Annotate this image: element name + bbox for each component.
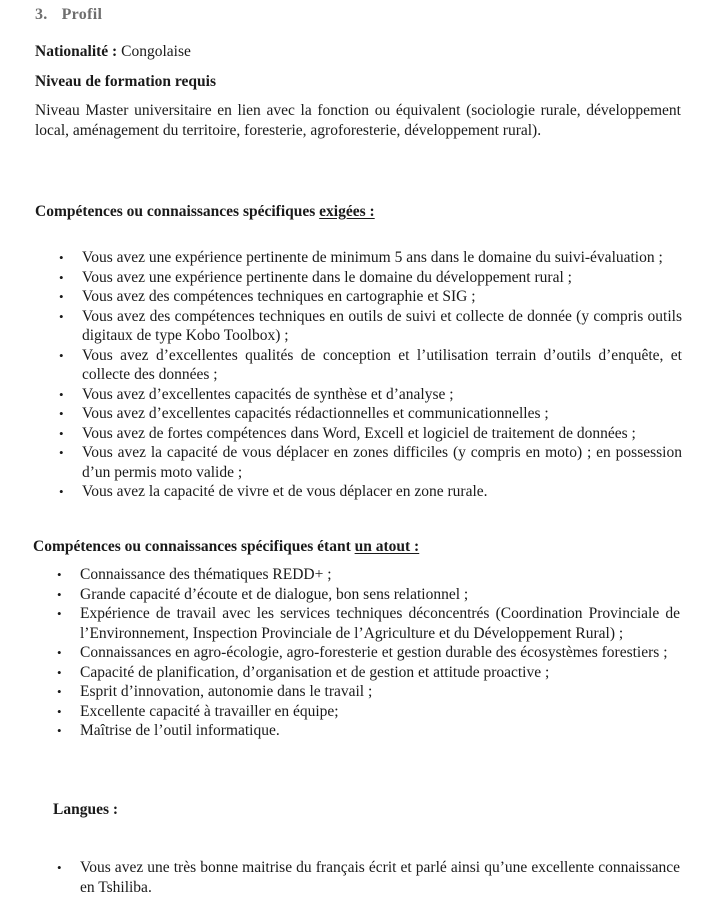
bullet-icon: • [59,289,64,304]
asset-skill-item-text: Maîtrise de l’outil informatique. [80,722,280,739]
bullet-icon: • [59,445,64,460]
bullet-icon: • [59,250,64,265]
nationality-value: Congolaise [121,43,191,60]
required-skill-item-text: Vous avez la capacité de vivre et de vous déplacer en zone rurale. [82,483,488,500]
asset-skill-item-text: Connaissance des thématiques REDD+ ; [80,566,332,583]
bullet-icon: • [57,664,62,680]
bullet-icon: • [59,269,64,285]
bullet-icon: • [59,484,64,499]
required-skill-item [59,482,682,502]
required-heading-prefix: Compétences ou connaissances spécifiques [35,203,316,220]
bullet-icon: • [57,860,62,875]
bullet-icon: • [57,567,62,582]
language-item-text: Vous avez une très bonne maitrise du français écrit et parlé ainsi qu’une excellente connaissance en Tshiliba. [80,859,680,896]
required-skill-item [59,385,682,405]
language-item [57,858,680,897]
asset-skill-item-text: Excellente capacité à travailler en équipe; [80,702,339,720]
required-skill-item [59,443,682,482]
bullet-icon: • [59,308,64,324]
asset-skill-item-text: Esprit d’innovation, autonomie dans le travail ; [80,683,373,700]
asset-skill-item-text: Capacité de planification, d’organisation et de gestion et attitude proactive ; [80,663,550,681]
required-skill-item [59,268,682,288]
asset-skills-list [57,565,680,741]
asset-skill-item-text: Grande capacité d’écoute et de dialogue, bon sens relationnel ; [80,585,469,603]
asset-skill-item [57,682,680,702]
required-skill-item-text: Vous avez des compétences techniques en outils de suivi et collecte de donnée (y compris outils digitaux de type Kobo Toolbox) ; [82,307,682,344]
required-heading-underlined: exigées : [319,203,375,220]
required-skill-item [59,424,682,444]
languages-list [57,858,680,897]
asset-skill-item [57,565,680,585]
bullet-icon: • [59,386,64,402]
bullet-icon: • [57,703,62,719]
required-skill-item [59,346,682,385]
asset-heading-underlined: un atout : [354,538,420,555]
required-skills-heading [35,203,375,221]
education-text: Niveau Master universitaire en lien avec la fonction ou équivalent (sociologie rurale, développement local, aménagement du territoire, foresterie, agroforesterie, développement rural). [35,102,681,139]
required-skill-item-text: Vous avez de fortes compétences dans Word, Excell et logiciel de traitement de données ; [82,424,636,442]
bullet-icon: • [57,606,62,621]
asset-skill-item [57,721,680,741]
asset-skill-item [57,643,680,663]
required-skill-item-text: Vous avez d’excellentes qualités de conception et l’utilisation terrain d’outils d’enquête, et collecte des données ; [82,346,682,383]
bullet-icon: • [59,406,64,421]
bullet-icon: • [57,586,62,602]
section-heading [35,6,102,24]
asset-skill-item [57,702,680,722]
education-heading: Niveau de formation requis [35,73,216,90]
required-skill-item [59,404,682,424]
nationality-line [35,43,191,61]
required-skill-item [59,248,682,268]
bullet-icon: • [57,645,62,660]
bullet-icon: • [59,425,64,441]
languages-heading: Langues : [53,801,119,818]
bullet-icon: • [57,684,62,699]
asset-skill-item [57,585,680,605]
asset-skill-item [57,604,680,643]
bullet-icon: • [57,723,62,738]
asset-skill-item [57,663,680,683]
asset-skill-item-text: Expérience de travail avec les services techniques déconcentrés (Coordination Provinciale de l’Environnement, Inspection Provinciale de l’Agriculture et du Développement Rural) ; [80,605,680,642]
required-skills-list [59,248,682,502]
required-skill-item-text: Vous avez des compétences techniques en cartographie et SIG ; [82,288,476,305]
asset-skills-heading [33,538,419,556]
required-skill-item-text: Vous avez une expérience pertinente de minimum 5 ans dans le domaine du suivi-évaluation ; [82,249,663,266]
required-skill-item-text: Vous avez la capacité de vous déplacer en zones difficiles (y compris en moto) ; en possession d’un permis moto valide ; [82,444,682,481]
required-skill-item [59,307,682,346]
required-skill-item-text: Vous avez une expérience pertinente dans le domaine du développement rural ; [82,268,572,286]
required-skill-item [59,287,682,307]
required-skill-item-text: Vous avez d’excellentes capacités rédactionnelles et communicationnelles ; [82,405,549,422]
bullet-icon: • [59,347,64,363]
nationality-label: Nationalité : [35,43,118,60]
asset-heading-prefix: Compétences ou connaissances spécifiques étant [33,538,351,555]
required-skill-item-text: Vous avez d’excellentes capacités de synthèse et d’analyse ; [82,385,454,403]
section-number: 3. [35,6,48,23]
section-title: Profil [61,6,103,23]
asset-skill-item-text: Connaissances en agro-écologie, agro-foresterie et gestion durable des écosystèmes forestiers ; [80,644,668,661]
